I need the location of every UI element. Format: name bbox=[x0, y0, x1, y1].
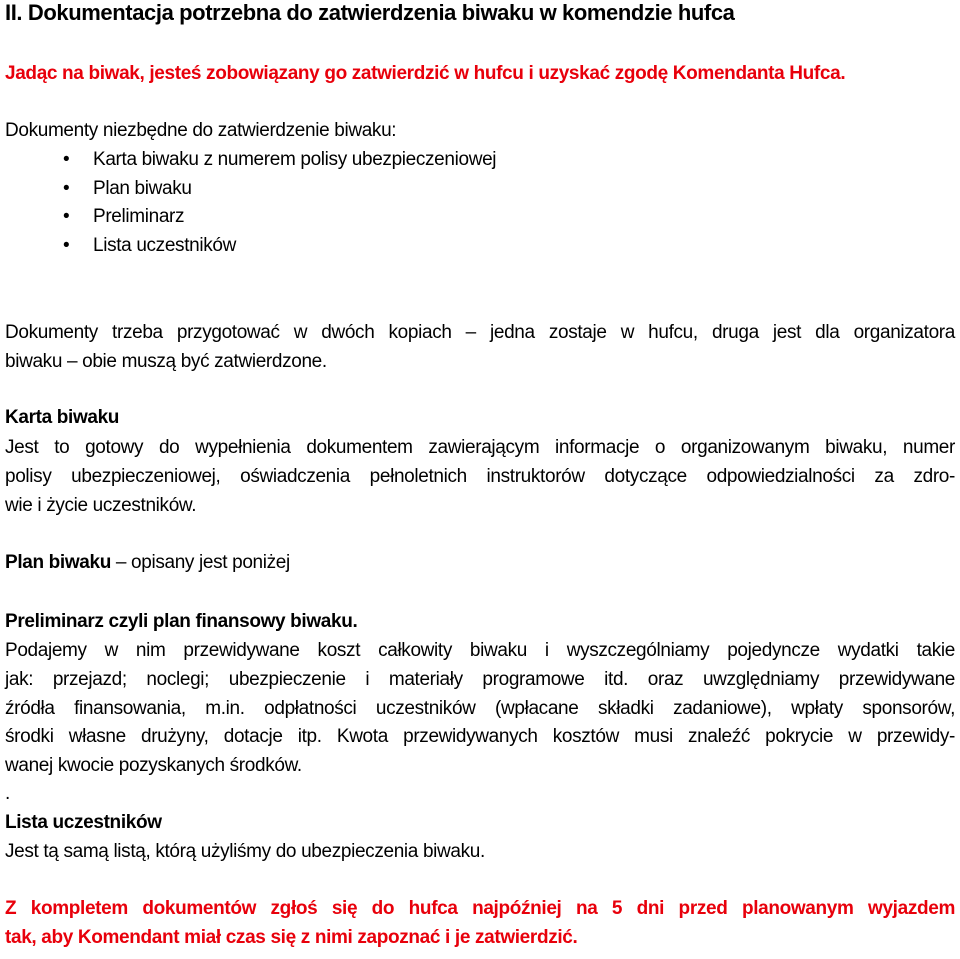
paragraph-line: biwaku – obie muszą być zatwierdzone. bbox=[5, 351, 327, 372]
paragraph-line: Dokumenty trzeba przygotować w dwóch kopiach – jedna zostaje w hufcu, druga jest dla organizatora bbox=[5, 322, 955, 343]
section-heading: II. Dokumentacja potrzebna do zatwierdzenia biwaku w komendzie hufca bbox=[5, 0, 735, 25]
closing-line: Z kompletem dokumentów zgłoś się do hufca najpóźniej na 5 dni przed planowanym wyjazdem bbox=[5, 898, 955, 919]
stray-dot: . bbox=[5, 783, 10, 804]
docs-intro: Dokumenty niezbędne do zatwierdzenie biwaku: bbox=[5, 120, 397, 141]
karta-title: Karta biwaku bbox=[5, 407, 120, 428]
list-item-label: Karta biwaku z numerem polisy ubezpieczeniowej bbox=[93, 149, 497, 170]
paragraph-line: Podajemy w nim przewidywane koszt całkowity biwaku i wyszczególniamy pojedyncze wydatki takie bbox=[5, 640, 955, 661]
paragraph-line: polisy ubezpieczeniowej, oświadczenia pełnoletnich instruktorów dotyczące odpowiedzialności za zdro- bbox=[5, 466, 955, 487]
paragraph-line: źródła finansowania, m.in. odpłatności uczestników (wpłacane składki zadaniowe), wpłaty sponsorów, bbox=[5, 698, 955, 719]
paragraph-line: wie i życie uczestników. bbox=[5, 495, 197, 516]
list-item-label: Lista uczestników bbox=[93, 235, 236, 256]
bullet-icon: • bbox=[63, 149, 70, 170]
list-item-label: Preliminarz bbox=[93, 206, 185, 227]
paragraph-line: Jest to gotowy do wypełnienia dokumentem zawierającym informacje o organizowanym biwaku, numer bbox=[5, 437, 955, 458]
lista-title: Lista uczestników bbox=[5, 812, 162, 833]
intro-warning: Jadąc na biwak, jesteś zobowiązany go zatwierdzić w hufcu i uzyskać zgodę Komendanta Hufca. bbox=[5, 63, 846, 84]
plan-section bbox=[5, 551, 290, 575]
bullet-icon: • bbox=[63, 235, 70, 256]
paragraph-line: środki własne drużyny, dotacje itp. Kwota przewidywanych kosztów musi znaleźć pokrycie w przewidy- bbox=[5, 726, 955, 747]
paragraph-line: wanej kwocie pozyskanych środków. bbox=[5, 755, 302, 776]
preliminarz-title: Preliminarz czyli plan finansowy biwaku. bbox=[5, 611, 358, 632]
paragraph-line: jak: przejazd; noclegi; ubezpieczenie i materiały programowe itd. oraz uwzględniamy przewidywane bbox=[5, 669, 955, 690]
bullet-icon: • bbox=[63, 206, 70, 227]
bullet-icon: • bbox=[63, 178, 70, 199]
paragraph-line: Jest tą samą listą, którą użyliśmy do ubezpieczenia biwaku. bbox=[5, 841, 485, 862]
closing-line: tak, aby Komendant miał czas się z nimi zapoznać i je zatwierdzić. bbox=[5, 927, 578, 948]
list-item-label: Plan biwaku bbox=[93, 178, 192, 199]
plan-title: Plan biwaku bbox=[5, 552, 111, 573]
plan-description: – opisany jest poniżej bbox=[110, 552, 290, 573]
